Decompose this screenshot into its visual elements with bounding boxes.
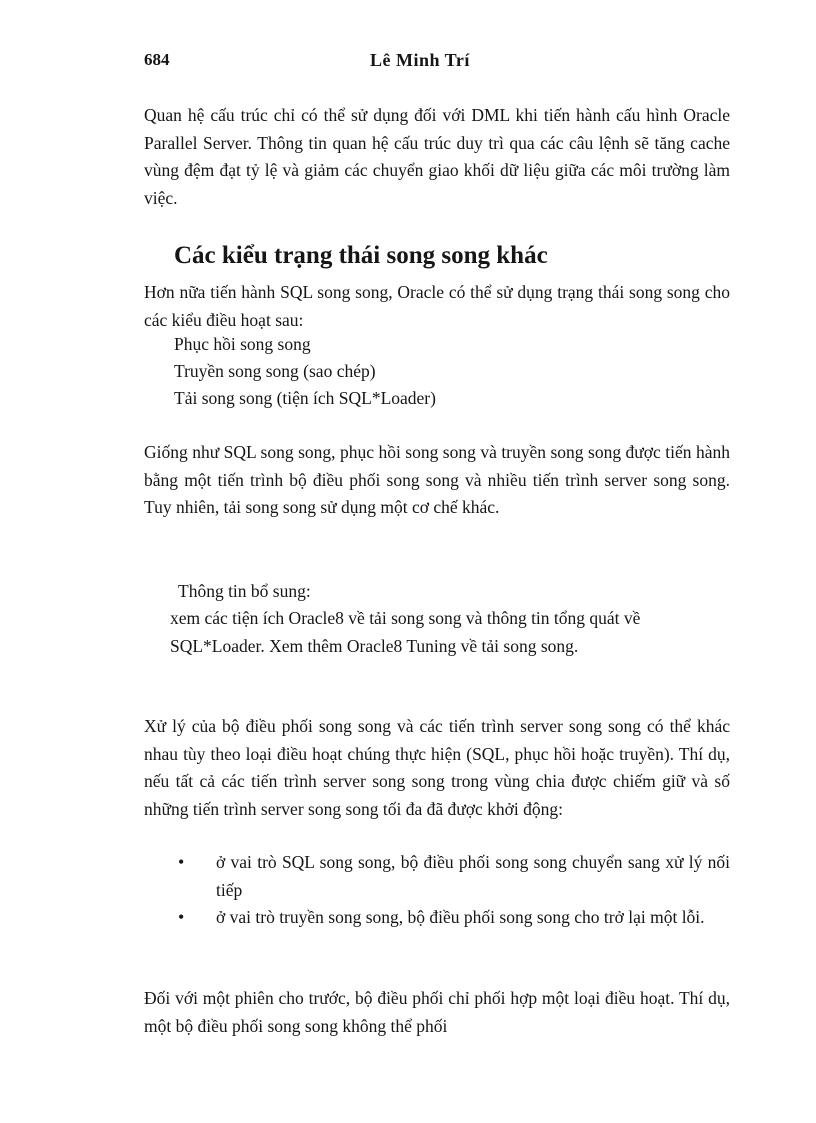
list-item: Tải song song (tiện ích SQL*Loader) xyxy=(174,388,436,408)
list-item: Truyền song song (sao chép) xyxy=(174,361,376,381)
note-body: xem các tiện ích Oracle8 về tải song song và thông tin tổng quát về SQL*Loader. Xem thêm Oracle8 Tuning về tải song song. xyxy=(170,608,641,656)
section-heading: Các kiểu trạng thái song song khác xyxy=(174,242,548,269)
author-name: Lê Minh Trí xyxy=(370,50,470,70)
intro-paragraph: Quan hệ cấu trúc chỉ có thể sử dụng đối với DML khi tiến hành cấu hình Oracle Parallel Server. Thông tin quan hệ cấu trúc duy trì qua các câu lệnh sẽ tăng cache vùng đệm đạt tỷ lệ và giảm các chuyển giao khối dữ liệu giữa các môi trường làm việc. xyxy=(144,105,730,208)
bullet-text: ở vai trò SQL song song, bộ điều phối song song chuyển sang xử lý nối tiếp xyxy=(216,852,730,900)
body-paragraph-3: Xử lý của bộ điều phối song song và các tiến trình server song song có thể khác nhau tùy theo loại điều hoạt chúng thực hiện (SQL, phục hồi hoặc truyền). Thí dụ, nếu tất cả các tiến trình server song song trong vùng chia được chiếm giữ và số những tiến trình server song song tối đa đã được khởi động: xyxy=(144,716,730,819)
running-header xyxy=(144,50,734,74)
bullet-text: ở vai trò truyền song song, bộ điều phối song song cho trở lại một lỗi. xyxy=(216,907,705,927)
bullet-dot: • xyxy=(178,907,185,927)
bullet-dot: • xyxy=(178,852,185,872)
body-paragraph-4: Đối với một phiên cho trước, bộ điều phối chỉ phối hợp một loại điều hoạt. Thí dụ, một bộ điều phối song song không thể phối xyxy=(144,988,730,1036)
note-title: Thông tin bổ sung: xyxy=(178,581,311,601)
body-paragraph-2: Giống như SQL song song, phục hồi song song và truyền song song được tiến hành bằng một tiến trình bộ điều phối song song và nhiều tiến trình server song song. Tuy nhiên, tải song song sử dụng một cơ chế khác. xyxy=(144,442,730,517)
page-number: 684 xyxy=(144,50,170,69)
list-item: Phục hồi song song xyxy=(174,334,311,354)
section-lead-paragraph: Hơn nữa tiến hành SQL song song, Oracle có thể sử dụng trạng thái song song cho các kiểu điều hoạt sau: xyxy=(144,282,730,330)
